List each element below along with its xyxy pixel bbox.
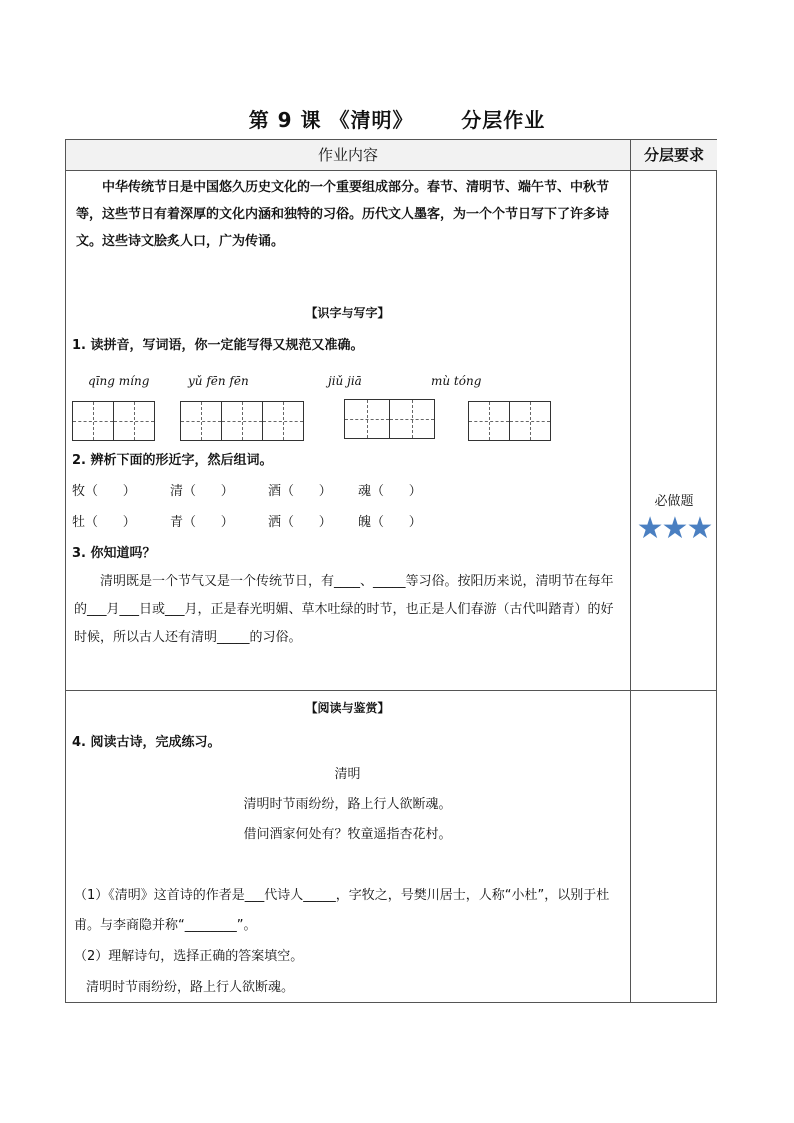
- section-heading-reading: 【阅读与鉴赏】: [305, 701, 390, 715]
- char-pair-item: 清（ ）: [170, 484, 234, 499]
- question-2: 2. 辨析下面的形近字，然后组词。: [72, 453, 273, 468]
- writing-cell[interactable]: [221, 401, 263, 441]
- writing-cell[interactable]: [468, 401, 510, 441]
- header-level: 分层要求: [631, 140, 717, 170]
- poem-line-2: 借问酒家何处有？牧童遥指杏花村。: [243, 827, 452, 842]
- question-3: 3. 你知道吗？: [72, 546, 156, 561]
- section-divider: [66, 690, 716, 691]
- pinyin-2: yǔ fēn fēn: [188, 374, 249, 388]
- level-label: 必做题: [654, 494, 694, 509]
- poem-title: 清明: [334, 767, 361, 782]
- writing-cell[interactable]: [344, 399, 390, 439]
- writing-cell[interactable]: [389, 399, 435, 439]
- sub-question-2-line: 清明时节雨纷纷，路上行人欲断魂。: [86, 980, 295, 995]
- difficulty-stars-icon: ★★★: [636, 511, 712, 546]
- question-4: 4. 阅读古诗，完成练习。: [72, 735, 221, 750]
- header-divider: [66, 170, 716, 171]
- char-pair-item: 青（ ）: [170, 515, 234, 530]
- column-divider: [630, 140, 631, 1002]
- writing-cell[interactable]: [509, 401, 551, 441]
- writing-grid-1[interactable]: [72, 401, 155, 441]
- writing-cell[interactable]: [262, 401, 304, 441]
- writing-cell[interactable]: [72, 401, 114, 441]
- sub-question-1: （1）《清明》这首诗的作者是___代诗人_____，字牧之，号樊川居士，人称“小杜”，以别于杜甫。与李商隐并称“________”。: [74, 888, 610, 933]
- poem-line-1: 清明时节雨纷纷，路上行人欲断魂。: [243, 797, 452, 812]
- question-3-text: 清明既是一个节气又是一个传统节日，有____、_____等习俗。按阳历来说，清明节在每年的___月___日或___月，正是春光明媚、草木吐绿的时节，也正是人们春游（古代叫踏青）的好时候，所以古人还有清明_____的习俗。: [74, 574, 614, 645]
- writing-cell[interactable]: [180, 401, 222, 441]
- char-pair-item: 魄（ ）: [358, 515, 422, 530]
- pinyin-4: mù tóng: [431, 374, 482, 388]
- sub-question-2: （2）理解诗句，选择正确的答案填空。: [74, 949, 304, 964]
- question-1: 1. 读拼音，写词语，你一定能写得又规范又准确。: [72, 338, 364, 353]
- writing-grid-2[interactable]: [180, 401, 304, 441]
- writing-grid-4[interactable]: [468, 401, 551, 441]
- pinyin-1: qīng míng: [88, 374, 150, 388]
- writing-cell[interactable]: [113, 401, 155, 441]
- char-pair-item: 魂（ ）: [358, 484, 422, 499]
- page-title: 第 9 课 《清明》 分层作业: [248, 108, 546, 132]
- section-heading-literacy: 【识字与写字】: [305, 306, 390, 320]
- char-pair-item: 洒（ ）: [268, 515, 332, 530]
- char-pair-item: 牡（ ）: [72, 515, 136, 530]
- char-pair-item: 酒（ ）: [268, 484, 332, 499]
- intro-paragraph: 中华传统节日是中国悠久历史文化的一个重要组成部分。春节、清明节、端午节、中秋节等，这些节日有着深厚的文化内涵和独特的习俗。历代文人墨客，为一个个节日写下了许多诗文。这些诗文脍炙人口，广为传诵。: [76, 180, 610, 249]
- char-pair-item: 牧（ ）: [72, 484, 136, 499]
- homework-table: [65, 139, 717, 1003]
- pinyin-3: jiǔ jiā: [328, 374, 362, 388]
- header-content: 作业内容: [66, 140, 630, 170]
- writing-grid-3[interactable]: [344, 399, 435, 439]
